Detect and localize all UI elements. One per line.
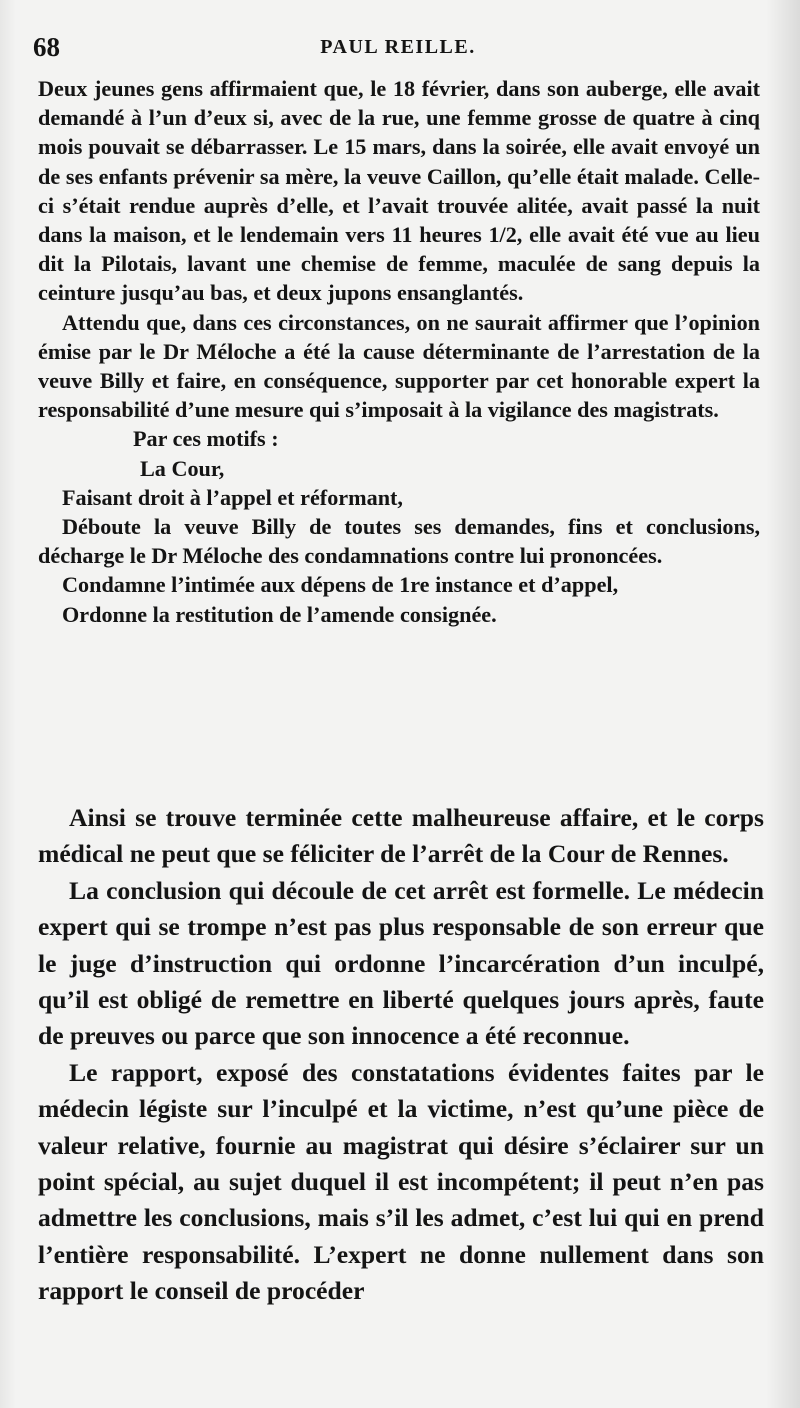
court-line: La Cour, [140, 455, 225, 481]
appeal-ruling-line: Faisant droit à l’appel et réformant, [62, 484, 403, 510]
fine-restitution-line: Ordonne la restitution de l’amende consignée. [62, 601, 497, 627]
report-value-paragraph: Le rapport, exposé des constatations évidentes faites par le médecin légiste sur l’inculpé et la victime, n’est qu’une pièce de valeur relative, fournie au magistrat qui désire s’éclairer sur un point spécial, au sujet duquel il est incompétent; il peut n’en pas admettre les conclusions, mais s’il les admet, c’est lui qui en prend l’entière responsabilité. L’expert ne donne nullement dans son rapport le conseil de procéder [38, 1057, 764, 1306]
author-commentary-text [38, 800, 764, 1310]
formal-conclusion-paragraph: La conclusion qui découle de cet arrêt est formelle. Le médecin expert qui se trompe n’est pas plus responsable de son erreur que le juge d’instruction qui ordonne l’incarcération d’un inculpé, qu’il est obligé de remettre en liberté quelques jours après, faute de preuves ou parce que son innocence a été reconnue. [38, 875, 764, 1051]
court-decision-text [38, 74, 760, 629]
motifs-line: Par ces motifs : [133, 426, 279, 452]
dismissal-paragraph: Déboute la veuve Billy de toutes ses demandes, fins et conclusions, décharge le Dr Méloche des condamnations contre lui prononcées. [38, 514, 760, 569]
costs-line: Condamne l’intimée aux dépens de 1re instance et d’appel, [62, 572, 619, 598]
attendu-paragraph: Attendu que, dans ces circonstances, on ne saurait affirmer que l’opinion émise par le Dr Méloche a été la cause déterminante de l’arrestation de la veuve Billy et faire, en conséquence, supporter par cet honorable expert la responsabilité d’une mesure qui s’imposait à la vigilance des magistrats. [38, 309, 760, 423]
page-number: 68 [33, 32, 60, 62]
page-gutter-shadow [0, 0, 16, 1408]
running-title: PAUL REILLE. [320, 36, 476, 58]
testimony-paragraph: Deux jeunes gens affirmaient que, le 18 février, dans son auberge, elle avait demandé à l’un d’eux si, avec de la rue, une femme grosse de quatre à cinq mois pouvait se débarrasser. Le 15 mars, dans la soirée, elle avait envoyé un de ses enfants prévenir sa mère, la veuve Caillon, qu’elle était malade. Celle-ci s’était rendue auprès d’elle, et l’avait trouvée alitée, avait passé la nuit dans la maison, et le lendemain vers 11 heures 1/2, elle avait été vue au lieu dit la Pilotais, lavant une chemise de femme, maculée de sang depuis la ceinture jusqu’au bas, et deux jupons ensanglantés. [38, 76, 760, 306]
page-edge-shadow [766, 0, 800, 1408]
page-header [33, 31, 763, 63]
conclusion-intro-paragraph: Ainsi se trouve terminée cette malheureuse affaire, et le corps médical ne peut que se féliciter de l’arrêt de la Cour de Rennes. [38, 803, 764, 869]
